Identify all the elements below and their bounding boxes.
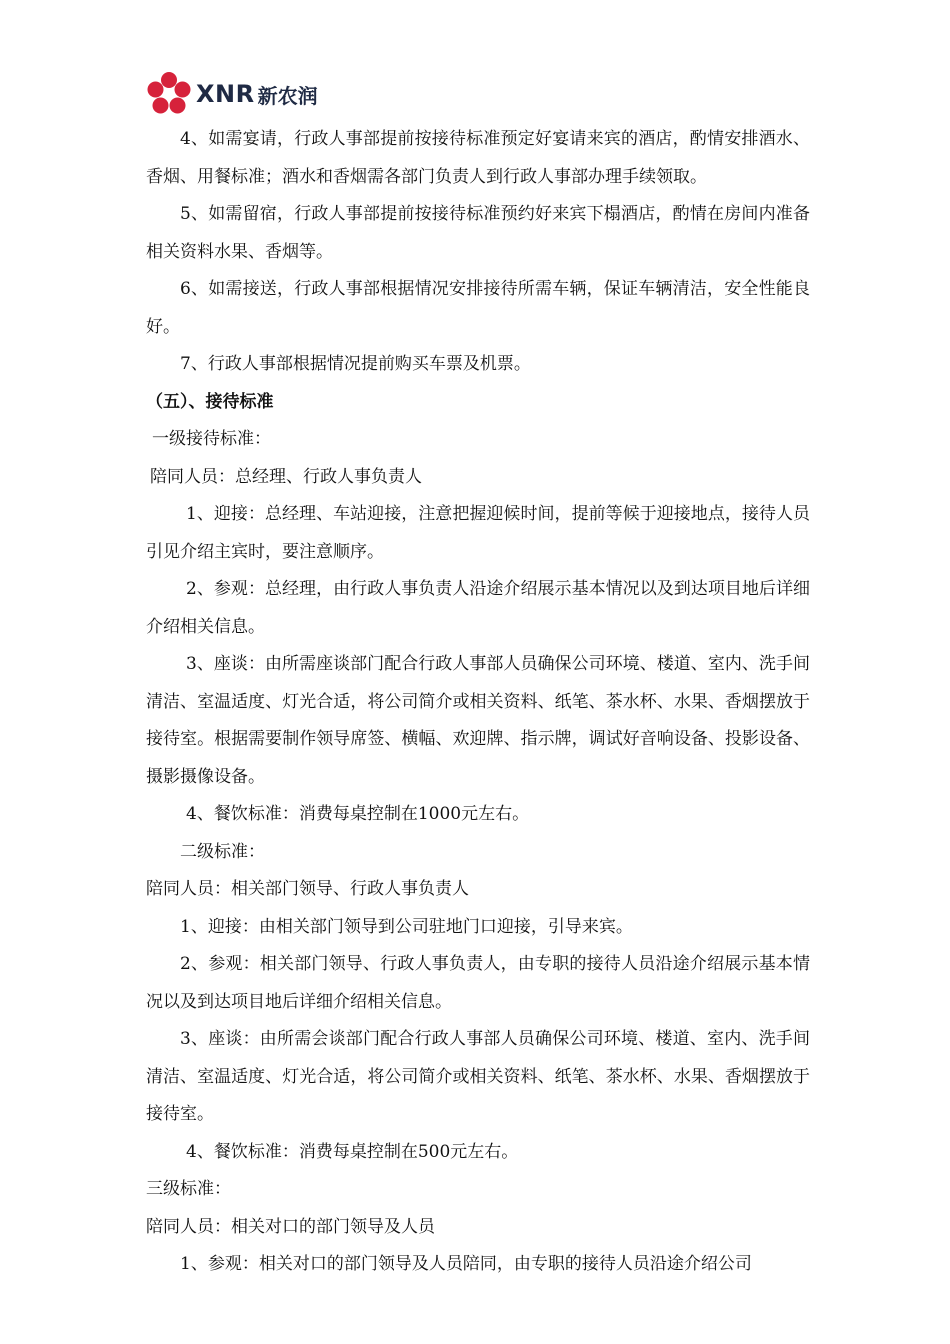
company-logo — [146, 73, 318, 115]
level2-visit: 2、参观：相关部门领导、行政人事负责人，由专职的接待人员沿途介绍展示基本情况以及到达项目地后详细介绍相关信息。 — [146, 954, 810, 1012]
level3-accompany: 陪同人员：相关对口的部门领导及人员 — [146, 1216, 435, 1237]
level2-accompany: 陪同人员：相关部门领导、行政人事负责人 — [146, 879, 469, 899]
logo-text-en: XNR — [196, 80, 255, 108]
document-body — [146, 121, 810, 1284]
level2-meeting: 3、座谈：由所需会谈部门配合行政人事部人员确保公司环境、楼道、室内、洗手间清洁、室温适度、灯光合适，将公司简介或相关资料、纸笔、茶水杯、水果、香烟摆放于接待室。 — [146, 1029, 810, 1124]
paragraph-tickets: 7、行政人事部根据情况提前购买车票及机票。 — [180, 354, 531, 374]
level1-title: 一级接待标准： — [152, 429, 271, 449]
flower-logo-icon — [146, 71, 192, 117]
level1-welcome: 1、迎接：总经理、车站迎接，注意把握迎候时间，提前等候于迎接地点，接待人员引见介绍主宾时，要注意顺序。 — [146, 504, 810, 562]
level2-title: 二级标准： — [180, 841, 265, 862]
level3-visit: 1、参观：相关对口的部门领导及人员陪同，由专职的接待人员沿途介绍公司 — [180, 1254, 752, 1274]
paragraph-banquet: 4、如需宴请，行政人事部提前按接待标准预定好宴请来宾的酒店，酌情安排酒水、香烟、用餐标准；酒水和香烟需各部门负责人到行政人事部办理手续领取。 — [146, 129, 810, 187]
logo-text-cn: 新农润 — [257, 83, 318, 108]
paragraph-transport: 6、如需接送，行政人事部根据情况安排接待所需车辆，保证车辆清洁，安全性能良好。 — [146, 279, 810, 337]
paragraph-lodging: 5、如需留宿，行政人事部提前按接待标准预约好来宾下榻酒店，酌情在房间内准备相关资料水果、香烟等。 — [146, 204, 810, 262]
level2-welcome: 1、迎接：由相关部门领导到公司驻地门口迎接，引导来宾。 — [180, 916, 633, 937]
level1-meeting: 3、座谈：由所需座谈部门配合行政人事部人员确保公司环境、楼道、室内、洗手间清洁、室温适度、灯光合适，将公司简介或相关资料、纸笔、茶水杯、水果、香烟摆放于接待室。根据需要制作领导席签、横幅、欢迎牌、指示牌，调试好音响设备、投影设备、摄影摄像设备。 — [146, 654, 810, 787]
level2-dining: 4、餐饮标准：消费每桌控制在500元左右。 — [186, 1141, 519, 1162]
level1-dining: 4、餐饮标准：消费每桌控制在1000元左右。 — [186, 804, 530, 824]
level1-accompany: 陪同人员：总经理、行政人事负责人 — [150, 466, 422, 487]
level1-visit: 2、参观：总经理，由行政人事负责人沿途介绍展示基本情况以及到达项目地后详细介绍相关信息。 — [146, 579, 810, 637]
section-heading: （五）、接待标准 — [146, 391, 274, 412]
level3-title: 三级标准： — [146, 1179, 231, 1199]
